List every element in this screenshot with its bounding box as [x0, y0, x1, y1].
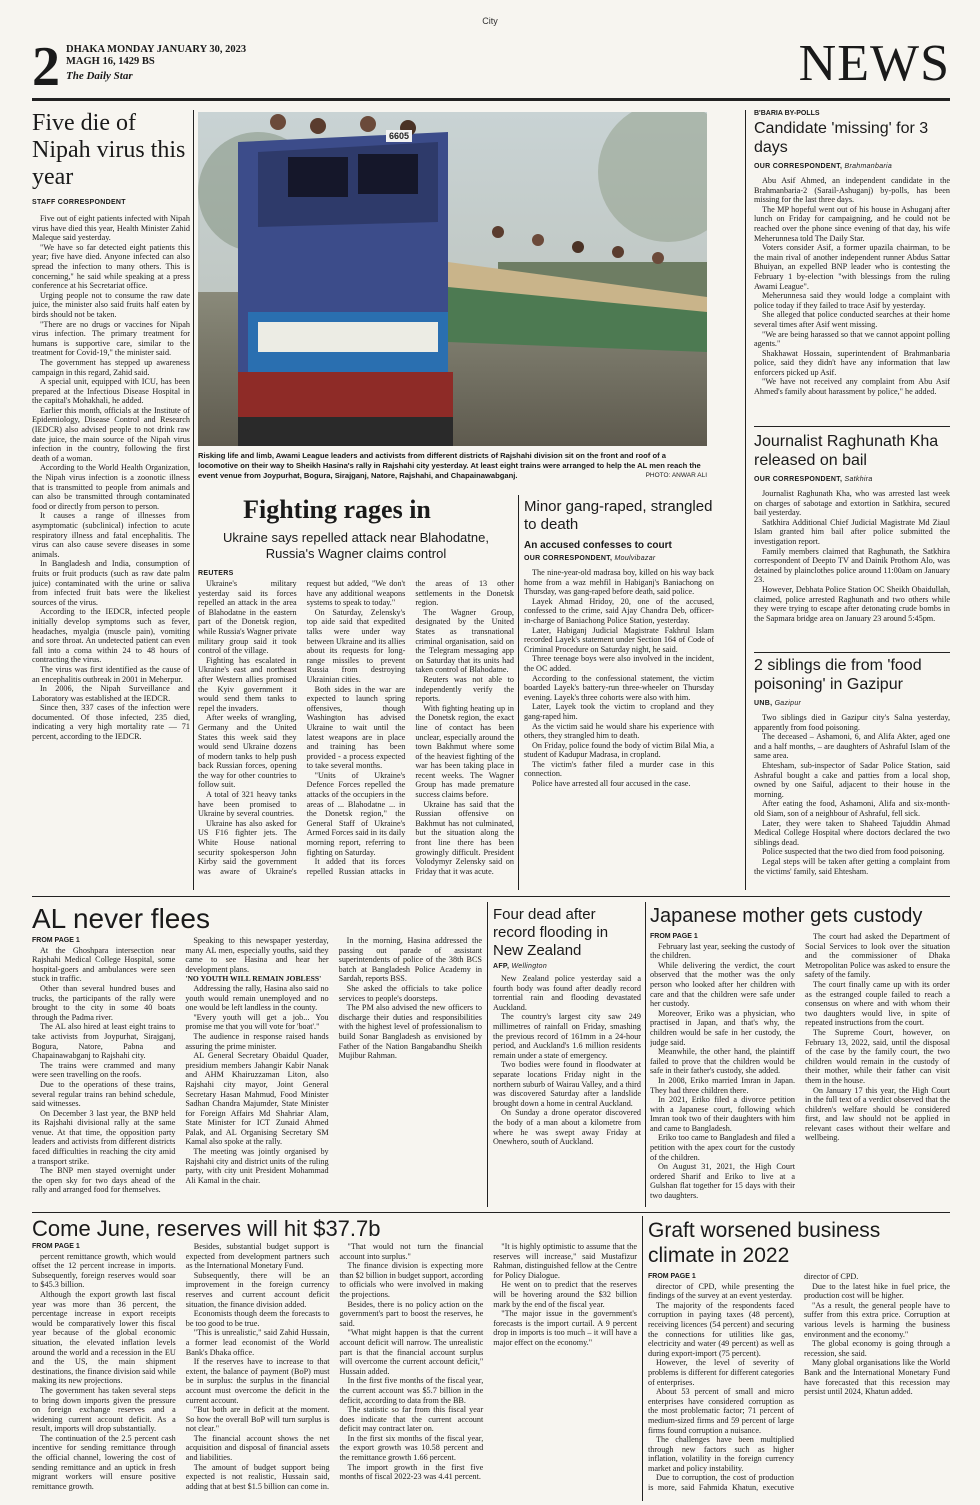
paragraph: After eating the food, Ashamoni, Alifa and six-month-old Siam, son of a neighbour of Ashraful, fell sick. — [754, 799, 950, 818]
paragraph: Since then, 337 cases of the infection were documented. Of those infected, 235 died, indicating a very high mortality rate — 71 percent, according to the IEDCR. — [32, 703, 190, 742]
paragraph: The MP hopeful went out of his house in Ashuganj after lunch on Friday for campaigning, and he could not be reached over the phone since evening of that day, his wife Meherunnesa told The Daily Star. — [754, 204, 950, 243]
paragraph: AL General Secretary Obaidul Quader, presidium members Jahangir Kabir Nanak and AHM Khairuzzaman Liton, also Rajshahi city mayor, Joint General Secretary Hasan Mahmud, Food Minister Sadhan Chandra Majumder, State Minister for Foreign Affairs Md Shahriar Alam, State Minister for ICT Zunaid Ahmed Palak, and AL Organising Secretary SM Kamal also spoke at the rally. — [185, 1051, 329, 1147]
paragraph: In 2006, the Nipah Surveillance and Laboratory was established at the IEDCR. — [32, 684, 190, 703]
page-number: 2 — [32, 42, 60, 92]
paragraph: Speaking to this newspaper yesterday, many AL men, especially youths, said they came to see Hasina and hear her development plans. — [185, 936, 329, 974]
paragraph: Ukraine has also asked for US F16 fighter jets. The White House national security spokesperson John Kirby said the government was aware of Ukraine's request but added, "We don't have any additional weapons systems to speak to today." — [198, 579, 406, 876]
paragraph: Urging people not to consume the raw date juice, the minister also said fruits half eaten by birds should not be taken. — [32, 290, 190, 319]
headline: Graft worsened business climate in 2022 — [648, 1219, 881, 1267]
paragraph: Fighting has escalated in Ukraine's east and northeast after Western allies promised the Kyiv government it would send them tanks to repel the invaders. — [198, 655, 297, 713]
article-body — [650, 932, 950, 1204]
photo-credit: PHOTO: ANWAR ALI — [645, 472, 707, 479]
paragraph: Legal steps will be taken after getting a complaint from the victims' family, said Ehtesham. — [754, 856, 950, 876]
paragraph: director of CPD, while presenting the findings of the survey at an event yesterday. — [648, 1281, 794, 1301]
paragraph: "It is highly optimistic to assume that the reserves will increase," said Mustafizur Rahman, distinguished fellow at the Centre for Policy Dialogue. — [493, 1242, 637, 1280]
paragraph: Subsequently, there will be an improvement in the foreign currency reserves and current account deficit situation, the finance division added. — [185, 1270, 330, 1309]
story-tag: B'BARIA BY-POLLS — [754, 110, 820, 117]
paragraph: About 53 percent of small and micro enterprises have considered corruption as the most problematic factor; 71 percent of medium-sized firms and 59 percent of large firms found corruption a nuisance. — [648, 1387, 794, 1435]
story-tag: FROM PAGE 1 — [32, 1243, 80, 1250]
masthead-date — [66, 44, 246, 68]
paragraph: However, Debhata Police Station OC Sheikh Obaidullah, claimed, police arrested Raghunath and two others while they were trying to escape after detonating crude bombs in the Sapmara bridge area on January 23 around 5:45pm. — [754, 584, 950, 623]
column-divider — [745, 110, 746, 890]
paragraph: Two bodies were found in floodwater at separate locations Friday night in the northern suburb of Wairau Valley, and a third was discovered Saturday after a landslide brought down a home in central Auckland. — [493, 1060, 641, 1108]
paragraph: The government has stepped up awareness campaign in this regard, Zahid said. — [32, 357, 190, 377]
section-kicker: City — [482, 16, 498, 26]
paragraph: It causes a range of illnesses from asymptomatic (subclinical) infection to acute respiratory illness and fatal encephalitis. The virus can also cause severe diseases in some animals. — [32, 511, 190, 559]
graft-article — [648, 1218, 950, 1501]
gangraped-article — [524, 498, 714, 888]
article-body — [648, 1272, 950, 1501]
byline — [524, 555, 714, 562]
headline: Come June, reserves will hit $37.7b — [32, 1216, 381, 1241]
paragraph: According to the World Health Organization, the Nipah virus infection is a zoonotic illness that is transmitted to people from animals and can also be transmitted through contaminated food or directly from person to person. — [32, 463, 190, 511]
paragraph: In Bangladesh and India, consumption of fruits or fruit products (such as raw date palm juice) contaminated with the urine or saliva from infected fruit bats were the likeliest sources of the virus. — [32, 559, 190, 607]
paragraph: On December 3 last year, the BNP held its Rajshahi divisional rally at the same venue. At that time, the opposition party leaders and activists from different districts faced difficulties in reaching the city amid a transport strike. — [32, 1108, 176, 1166]
paragraph: Later, Habiganj Judicial Magistrate Fakhrul Islam recorded Layek's statement under Section 164 of Code of Criminal Procedure on Saturday night, he said. — [524, 625, 714, 654]
paragraph: In the first five months of the fiscal year, the current account was $5.7 billion in the deficit, according to data from the BB. — [339, 1376, 484, 1405]
paragraph: In 2008, Eriko married Imran in Japan. They had three children there. — [650, 1075, 795, 1095]
paragraph: Ehtesham, sub-inspector of Sadar Police Station, said Ashraful bought a cake and patties from a local shop, owned by one Saiful, adjacent to their house in the morning. — [754, 760, 950, 799]
byline-place: Moulvibazar — [614, 555, 656, 562]
paragraph: "What might happen is that the current account deficit will narrow. The unrealistic part is that the financial account surplus will overcome the current account deficit," Hussain added. — [339, 1328, 484, 1376]
article-divider — [754, 426, 950, 427]
paragraph: Many global organisations like the World Bank and the International Monetary Fund have forecasted that this recession may persist until 2024, Khatun added. — [804, 1358, 950, 1397]
byline — [493, 963, 641, 970]
paper-logo: The Daily Star — [66, 70, 133, 82]
paragraph: The amount of budget support being expected is not realistic, Hussain said, adding that at best $1.5 billion can come in. — [185, 1462, 330, 1491]
paragraph: Shakhawat Hossain, superintendent of Brahmanbaria police, said they didn't have any information that law enforcers picked up Asif. — [754, 348, 950, 377]
paragraph: Voters consider Asif, a former upazila chairman, to be the main rival of another independent runner Abdus Sattar Bhuiyan, an expelled BNP leader who is contesting the February 1 by-election "with blessings from the ruling Awami League". — [754, 243, 950, 291]
paragraph: "We are being harassed so that we cannot appoint polling agents." — [754, 329, 950, 349]
paragraph: Although the export growth last fiscal year was more than 36 percent, the percentage increase in export receipts would be comparatively lower this fiscal year because of the global economic situation, the elevated inflation levels around the world and a recession in the EU and the US, the main shipment destinations, the finance division said while making its new projections. — [32, 1289, 176, 1386]
paragraph: The majority of the respondents faced corruption in paying taxes (48 percent), receiving licences (54 percent) and securing the connections for utilities like gas, electricity and water (49 percent) as well as during export-import (75 percent). — [648, 1300, 794, 1358]
paragraph: percent remittance growth, which would offset the 12 percent increase in imports. Subsequently, foreign reserves would soar to $45.3 billion. — [32, 1251, 176, 1290]
paragraph: Five out of eight patients infected with Nipah virus have died this year, Health Minister Zahid Maleque said yesterday. — [32, 214, 190, 243]
paragraph: The Supreme Court, however, on February 13, 2022, said, until the disposal of the case by the family court, the two children would remain in the custody of their mother, while their father can visit them in the house. — [805, 1027, 950, 1085]
byline: REUTERS — [198, 570, 234, 577]
article-body — [32, 214, 190, 742]
byline-org: OUR CORRESPONDENT, — [524, 555, 613, 562]
paragraph: She alleged that police conducted searches at their home several times after Asif went missing. — [754, 310, 950, 329]
article-divider — [754, 652, 950, 653]
byline — [754, 700, 950, 707]
paragraph: Ukraine has said that the Russian offensive on Bakhmut has not culminated, but the situation along the front line there has been growingly difficult. President Volodymyr Zelensky said on Friday that it was acute. — [415, 799, 514, 876]
paragraph: The virus was first identified as the cause of an encephalitis outbreak in 2001 in Meherpur. — [32, 664, 190, 684]
paragraph: According to the confessional statement, the victim boarded Layek's battery-run three-wheeler on Thursday evening. Layek's three cohorts were also with him. — [524, 673, 714, 702]
headline: Minor gang-raped, strangled to death — [524, 498, 713, 533]
paragraph: The deceased – Ashamoni, 6, and Alifa Akter, aged one and a half months, – are daughters of Ashraful Islam of the same area. — [754, 732, 950, 761]
paragraph: Layek Ahmad Hridoy, 20, one of the accused, confessed to the crime, said Ajay Chandra Deb, officer-in-charge of Baniachong Police Station, yesterday. — [524, 596, 714, 625]
paragraph: On Saturday, Zelensky's top aide said that expedited talks were under way between Ukraine and its allies about its requests for long-range missiles to prevent Russia from destroying Ukrainian cities. — [306, 607, 406, 684]
paragraph: The AL also hired at least eight trains to take activists from Joypurhat, Sirajganj, Bogura, Natore, Pabna and Chapainawabganj to Rajshahi city. — [32, 1022, 176, 1061]
paragraph: The PM also advised the new officers to discharge their duties and responsibilities with the highest level of professionalism to build Sonar Bangladesh as envisioned by Father of the Nation Bangabandhu Sheikh Mujibur Rahman. — [338, 1003, 482, 1061]
paragraph: "As a result, the general people have to suffer from this extra price. Corruption at various levels is harming the business environment and the economy." — [804, 1300, 950, 1339]
candidate-article — [754, 110, 950, 420]
headline: Candidate 'missing' for 3 days — [754, 120, 929, 156]
reserves-article — [32, 1216, 637, 1501]
paragraph: Besides, substantial budget support is expected from development partners such as the International Monetary Fund. — [185, 1242, 330, 1271]
paragraph: In the morning, Hasina addressed the passing out parade of assistant superintendents of police of the 38th BCS batch at Bangladesh Police Academy in Sardah, reports BSS. — [338, 936, 482, 984]
byline-org: OUR CORRESPONDENT, — [754, 163, 843, 170]
paragraph: The challenges have been multiplied through new factors such as higher inflation, volatility in the foreign currency market and policy instability. — [648, 1435, 794, 1473]
byline-place: Wellington — [511, 963, 548, 970]
paragraph: "Every youth will get a job... You promise me that you will vote for 'boat'." — [185, 1012, 329, 1032]
story-tag: FROM PAGE 1 — [32, 937, 80, 944]
paragraph: In 2021, Eriko filed a divorce petition with a Japanese court, following which Imran took two of their daughters with him and came to Bangladesh. — [650, 1095, 795, 1133]
paragraph: "The major issue in the government's forecasts is the import curtail. A 9 percent drop in imports is too much – it will have a major effect on the economy." — [493, 1309, 637, 1347]
paragraph: As the victim said he would share his experience with others, they strangled him to death. — [524, 721, 714, 741]
byline: STAFF CORRESPONDENT — [32, 199, 126, 206]
paragraph: Journalist Raghunath Kha, who was arrested last week on charges of sabotage and extortion in Satkhira, secured bail yesterday. — [754, 489, 950, 518]
paragraph: The victim's father filed a murder case in this connection. — [524, 759, 714, 779]
paragraph: The meeting was jointly organised by Rajshahi city and district units of the ruling party, with city unit President Mohammad Ali Kamal in the chair. — [185, 1147, 329, 1185]
column-divider — [642, 1216, 643, 1501]
byline — [754, 476, 950, 483]
paragraph: Other than several hundred buses and trucks, the participants of the rally were brought to the city in some 40 boats through the Padma river. — [32, 983, 176, 1022]
paragraph: "Units of Ukraine's Defence Forces repelled the attacks of the occupiers in the areas of ... Blahodatne ... in the Donetsk region," the General Staff of Ukraine's Armed Forces said in its daily morning report, referring to fighting on Saturday. — [306, 770, 406, 857]
column-divider — [518, 495, 519, 890]
paragraph: The BNP men stayed overnight under the open sky for two days ahead of the rally and arranged food for themselves. — [32, 1166, 176, 1195]
paragraph: A special unit, equipped with ICU, has been prepared at the Infectious Disease Hospital in the capital's Mohakhali, he added. — [32, 377, 190, 406]
paragraph: He went on to predict that the reserves will be hovering around the $32 billion mark by the end of the fiscal year. — [493, 1280, 637, 1309]
headline: Four dead after record flooding in New Zealand — [493, 906, 609, 959]
siblings-article — [754, 656, 950, 890]
column-divider — [645, 902, 646, 1207]
article-body — [32, 936, 482, 1198]
paragraph: Meanwhile, the other hand, the plaintiff failed to prove that the children would be safe in their father's custody, she added. — [650, 1047, 795, 1076]
subhead: 'NO YOUTH WILL REMAIN JOBLESS' — [185, 974, 322, 984]
paragraph: Satkhira Additional Chief Judicial Magistrate Md Ziaul Islam granted him bail after police submitted the investigation report. — [754, 517, 950, 546]
paragraph: The import growth in the first five months of fiscal 2022-23 was 4.41 percent. — [339, 1462, 484, 1482]
article-body — [754, 176, 950, 397]
loco-number: 6605 — [386, 130, 412, 142]
paragraph: Reuters was not able to independently verify the reports. — [415, 674, 514, 704]
paragraph: The nine-year-old madrasa boy, killed on his way back home from a waz mehfil in Habiganj's Baniachong on Thursday, was gang-raped before death, said police. — [524, 568, 714, 597]
paragraph: The country's largest city saw 249 millimetres of rainfall on Friday, smashing the previous record of 161mm in a 24-hour period, and Auckland's 1.6 million residents remain under a state of emergency. — [493, 1012, 641, 1060]
paragraph: "There are no drugs or vaccines for Nipah virus infection. The primary treatment for humans is supportive care, similar to the treatment for Covid-19," the minister said. — [32, 319, 190, 358]
paragraph: Both sides in the war are expected to launch spring offensives, though Washington has advised Ukraine to wait until the latest weapons are in place and training has been provided - a process expected to take several months. — [306, 684, 406, 771]
paragraph: On August 31, 2021, the High Court ordered Sharif and Eriko to live at a Gulshan flat together for 15 days with their two daughters. — [650, 1162, 795, 1201]
byline-place: Satkhira — [844, 476, 873, 483]
paragraph: On January 17 this year, the High Court in the full text of a verdict observed that the children's welfare should be considered first, and law should not be applied in relevant cases without their welfare and wellbeing. — [805, 1085, 950, 1143]
byline-org: UNB, — [754, 700, 773, 707]
paragraph: With fighting heating up in the Donetsk region, the exact line of contact has been unclear, especially around the town Bakhmut where some of the heaviest fighting of the war has been taking place in recent weeks. The Wagner Group has made premature success claims before. — [415, 703, 514, 800]
paragraph: Police have arrested all four accused in the case. — [532, 779, 691, 789]
paragraph: If the reserves have to increase to that extent, the balance of payment (BoP) must be in surplus: the surplus in the financial account must overcome the deficit in the current account. — [185, 1357, 330, 1405]
paragraph: On Friday, police found the body of victim Bilal Mia, a student of Kadupur Madrasa, in cropland. — [524, 740, 714, 760]
al-article — [32, 902, 482, 1202]
paragraph: "This is unrealistic," said Zahid Hussain, a former lead economist of the World Bank's Dhaka office. — [185, 1328, 330, 1357]
paragraph: According to the IEDCR, infected people initially develop symptoms such as fever, headaches, myalgia (muscle pain), vomiting and sore throat. An undetected patient can even fall into a coma within 24 to 48 hours of contracting the virus. — [32, 607, 190, 665]
paragraph: Family members claimed that Raghunath, the Satkhira correspondent of Deepto TV and Dainik Prothom Alo, was detained by plainclothes police around 11:00am on January 23. — [754, 546, 950, 585]
paragraph: At the Ghoshpara intersection near Rajshahi Medical College Hospital, some hospital-goers and ambulances were seen stuck in traffic. — [32, 945, 176, 984]
paragraph: Moreover, Eriko was a physician, who practised in Japan, and that's why, the children would be safe in her custody, the judge said. — [650, 1008, 795, 1047]
bangla-date: MAGH 16, 1429 BS — [66, 56, 155, 67]
paragraph: New Zealand police yesterday said a fourth body was found after deadly record torrential rain and flooding devastated Auckland. — [493, 974, 641, 1012]
paragraph: Meherunnesa said they would lodge a complaint with police today if they failed to trace Asif by yesterday. — [754, 291, 950, 310]
paragraph: Three teenage boys were also involved in the incident, the OC added. — [524, 654, 714, 673]
headline: Journalist Raghunath Kha released on bail — [754, 433, 939, 469]
paragraph: It added that its forces repelled Russian attacks in the areas of 13 other settlements in the Donetsk region. — [306, 579, 514, 876]
article-body — [754, 489, 950, 623]
paragraph: On Sunday a drone operator discovered the body of a man about a kilometre from where he was swept away Friday at Onewhero, south of Auckland. — [493, 1108, 641, 1147]
article-body — [754, 713, 950, 876]
paragraph: While delivering the verdict, the court observed that the mother was the only person who looked after her children with care and that the children were safe under her custody. — [650, 960, 795, 1009]
caption-text: Risking life and limb, Awami League leaders and activists from different districts of Rajshahi division sit on the front and roof of a locomotive on their way to Sheikh Hasina's rally in Rajshahi city yesterday. At least eight trains were arranged to help the AL men reach the event venue from Joypurhat, Bogura, Sirajganj, Natore, Rajshahi, and Chapainawabganj. — [198, 451, 701, 480]
paragraph: After weeks of wrangling, Germany and the United States this week said they would send Ukraine dozens of modern tanks to help push back Russian forces, opening the way for other countries to follow suit. — [198, 713, 297, 790]
paragraph: She asked the officials to take police services to people's doorsteps. — [338, 983, 482, 1003]
nz-article — [493, 906, 641, 1206]
byline-place: Gazipur — [774, 700, 802, 707]
headline: AL never flees — [32, 903, 210, 934]
paragraph: The court had asked the Department of Social Services to look over the situation and the commissioner of Dhaka Metropolitan Police was asked to ensure the safety of the family. — [805, 932, 950, 980]
paragraph: Due to corruption, the cost of production is more, said Fahmida Khatun, executive director of CPD. — [648, 1272, 859, 1493]
column-divider — [193, 110, 194, 890]
paragraph: Due to the latest hike in fuel price, the production cost will be higher. — [804, 1281, 950, 1301]
paragraph: The financial account shows the net acquisition and disposal of financial assets and liabilities. — [185, 1433, 330, 1463]
paragraph: Abu Asif Ahmed, an independent candidate in the Brahmanbaria-2 (Sarail-Ashuganj) by-polls, has been missing for the last three days. — [754, 176, 950, 205]
article-body — [493, 974, 641, 1147]
paragraph: The Wagner Group, designated by the United States as transnational criminal organisation, said on the Telegram messaging app on Saturday that its units had taken control of Blahodatne. — [415, 607, 514, 675]
article-body — [198, 579, 514, 884]
paragraph: Eriko too came to Bangladesh and filed a petition with the apex court for the custody of the children. — [650, 1133, 795, 1162]
paragraph: Due to the operations of these trains, several regular trains ran behind schedule, said witnesses. — [32, 1079, 176, 1109]
japanese-article — [650, 904, 950, 1206]
paragraph: Earlier this month, officials at the Institute of Epidemiology, Disease Control and Research (IEDCR) also advised people to not drink raw date juice, the main source of the Nipah virus infection in the country, following the first death of a woman. — [32, 405, 190, 463]
paragraph: The trains were crammed and many were seen travelling on the roofs. — [32, 1060, 176, 1080]
byline-org: AFP, — [493, 963, 510, 970]
paragraph: The finance division is expecting more than $2 billion in budget support, according to officials who were involved in making the projections. — [339, 1261, 484, 1299]
paragraph: Economists though deem the forecasts to be too good to be true. — [185, 1309, 330, 1328]
date-line: DHAKA MONDAY JANUARY 30, 2023 — [66, 44, 247, 55]
donetsk-deck: Ukraine says repelled attack near Blahodatne, Russia's Wagner claims control — [223, 530, 489, 561]
donetsk-headline-box — [198, 495, 476, 525]
headline: Japanese mother gets custody — [650, 905, 923, 927]
paragraph: Besides, there is no policy action on the government's part to boost the reserves, he said. — [339, 1299, 484, 1328]
paragraph: The audience in response raised hands assuring the prime minister. — [185, 1031, 329, 1051]
byline — [754, 163, 950, 170]
journalist-article — [754, 432, 950, 632]
paragraph: A total of 321 heavy tanks have been promised to Ukraine by several countries. — [198, 790, 297, 819]
train-photo-illustration — [198, 112, 707, 446]
paragraph: Police suspected that the two died from food poisoning. — [762, 847, 945, 857]
masthead-rule — [32, 98, 950, 101]
paragraph: Two siblings died in Gazipur city's Salna yesterday, apparently from food poisoning. — [754, 713, 950, 732]
paragraph: However, the level of severity of problems is different for different categories of enterprises. — [648, 1358, 794, 1387]
nipah-article — [32, 110, 190, 890]
paragraph: "We have not received any complaint from Abu Asif Ahmed's family about harassment by police," he added. — [754, 377, 950, 397]
byline-place: Brahmanbaria — [844, 163, 893, 170]
paragraph: The statistic so far from this fiscal year does indicate that the current account deficit may contract later on. — [339, 1405, 484, 1434]
paragraph: "We have so far detected eight patients this year; five have died. Anyone infected can also spread the infection to many others. This is concerning," he said while speaking at a press conference at his Secretariat office. — [32, 242, 190, 291]
subdeck: An accused confesses to court — [524, 540, 672, 551]
section-title: NEWS — [798, 36, 950, 92]
paragraph: The government has taken several steps to bring down imports given the pressure on foreign exchange reserves and a widening current account deficit. As a result, imports will drop substantially. — [32, 1385, 176, 1434]
section-divider — [32, 1212, 950, 1213]
headline: Five die of Nipah virus this year — [32, 110, 186, 190]
paragraph: Addressing the rally, Hasina also said no youth would remain unemployed and no one would be left landless in the county. — [185, 983, 329, 1013]
donetsk-article — [198, 570, 514, 890]
paragraph: Ukraine's military yesterday said its forces repelled an attack in the area of Blahodatne in the eastern part of the Donetsk region, while Russia's Wagner private military group said it took control of the village. — [198, 579, 297, 656]
section-divider — [32, 896, 950, 897]
headline: 2 siblings die from 'food poisoning' in Gazipur — [754, 657, 922, 693]
paragraph: February last year, seeking the custody of the children. — [650, 941, 795, 961]
article-body — [524, 568, 714, 789]
paragraph: "But both are in deficit at the moment. So how the overall BoP will turn surplus is not clear." — [185, 1405, 330, 1434]
story-tag: FROM PAGE 1 — [648, 1273, 696, 1280]
column-divider — [487, 902, 488, 1207]
story-tag: FROM PAGE 1 — [650, 933, 698, 940]
headline: Fighting rages in — [243, 495, 431, 524]
paragraph: The court finally came up with its order as the estranged couple failed to reach a consensus on where and with whom their two daughters would live, in spite of repeated instructions from the court. — [805, 979, 950, 1028]
paragraph: Later, they were taken to Shaheed Tajuddin Ahmad Medical College Hospital where doctors declared the two siblings dead. — [754, 818, 950, 847]
news-photo — [198, 112, 707, 446]
paragraph: In the first six months of the fiscal year, the export growth was 10.58 percent and the remittance growth 1.66 percent. — [339, 1433, 484, 1463]
photo-caption — [198, 451, 707, 481]
paragraph: The continuation of the 2.5 percent cash incentive for sending remittance through the official channel, lowering the cost of sending remittance and an uptick in fresh migrant workers will ensure positive remittance growth. — [32, 1433, 176, 1491]
paragraph: The global economy is going through a recession, she said. — [804, 1339, 950, 1358]
paragraph: "That would not turn the financial account into surplus." — [339, 1242, 484, 1261]
byline-org: OUR CORRESPONDENT, — [754, 476, 843, 483]
article-body — [32, 1242, 637, 1500]
paragraph: Later, Layek took the victim to cropland and they gang-raped him. — [524, 702, 714, 721]
